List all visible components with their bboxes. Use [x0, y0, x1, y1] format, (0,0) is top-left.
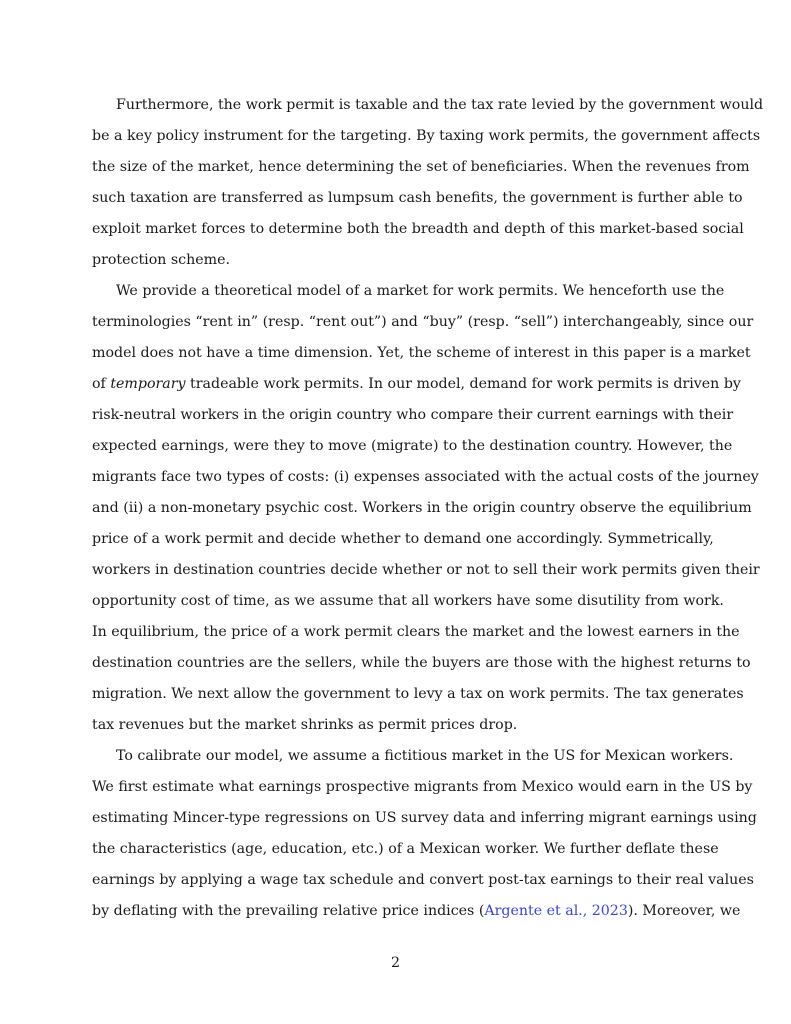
page-number: 2: [390, 955, 401, 971]
text-line: by deflating with the prevailing relative price indices (Argente et al., 2023). Moreover, we: [92, 903, 741, 919]
text-line: migration. We next allow the government to levy a tax on work permits. The tax generates: [92, 686, 744, 702]
text-line: and (ii) a non-monetary psychic cost. Workers in the origin country observe the equilibrium: [92, 500, 752, 516]
citation-link[interactable]: Argente et al., 2023: [484, 903, 628, 919]
text-line: To calibrate our model, we assume a fictitious market in the US for Mexican workers.: [116, 748, 734, 764]
text-line: estimating Mincer-type regressions on US survey data and inferring migrant earnings using: [92, 810, 757, 826]
text-line: model does not have a time dimension. Yet, the scheme of interest in this paper is a market: [92, 345, 751, 361]
text-line: migrants face two types of costs: (i) expenses associated with the actual costs of the journey: [92, 469, 759, 485]
text-line: We provide a theoretical model of a market for work permits. We henceforth use the: [116, 283, 725, 299]
text-line: In equilibrium, the price of a work permit clears the market and the lowest earners in the: [92, 624, 740, 640]
text-line: the size of the market, hence determining the set of beneficiaries. When the revenues from: [92, 159, 750, 175]
text-line: such taxation are transferred as lumpsum cash benefits, the government is further able to: [92, 190, 743, 206]
text-line: the characteristics (age, education, etc.) of a Mexican worker. We further deflate these: [92, 841, 719, 857]
text-line: exploit market forces to determine both the breadth and depth of this market-based social: [92, 221, 744, 237]
text-line: tax revenues but the market shrinks as permit prices drop.: [92, 717, 518, 733]
text-line: be a key policy instrument for the targeting. By taxing work permits, the government affects: [92, 128, 761, 144]
text-line: terminologies “rent in” (resp. “rent out”) and “buy” (resp. “sell”) interchangeably, since our: [92, 314, 754, 330]
paragraph: [92, 90, 764, 276]
text-line: expected earnings, were they to move (migrate) to the destination country. However, the: [92, 438, 733, 454]
text-line: Furthermore, the work permit is taxable and the tax rate levied by the government would: [116, 97, 764, 113]
paragraph: [92, 741, 757, 927]
text-line: opportunity cost of time, as we assume that all workers have some disutility from work.: [92, 593, 724, 609]
text-line: We first estimate what earnings prospective migrants from Mexico would earn in the US by: [92, 779, 753, 795]
body-text: [92, 90, 764, 927]
text-line: protection scheme.: [92, 252, 230, 268]
text-line: earnings by applying a wage tax schedule and convert post-tax earnings to their real values: [92, 872, 754, 888]
text-line: destination countries are the sellers, while the buyers are those with the highest returns to: [92, 655, 751, 671]
text-line: price of a work permit and decide whether to demand one accordingly. Symmetrically,: [92, 531, 714, 547]
emphasis: temporary: [110, 376, 186, 392]
text-line: risk-neutral workers in the origin country who compare their current earnings with their: [92, 407, 734, 423]
text-line: workers in destination countries decide whether or not to sell their work permits given their: [92, 562, 760, 578]
paragraph: [92, 276, 760, 741]
text-line: of temporary tradeable work permits. In our model, demand for work permits is driven by: [92, 376, 741, 392]
